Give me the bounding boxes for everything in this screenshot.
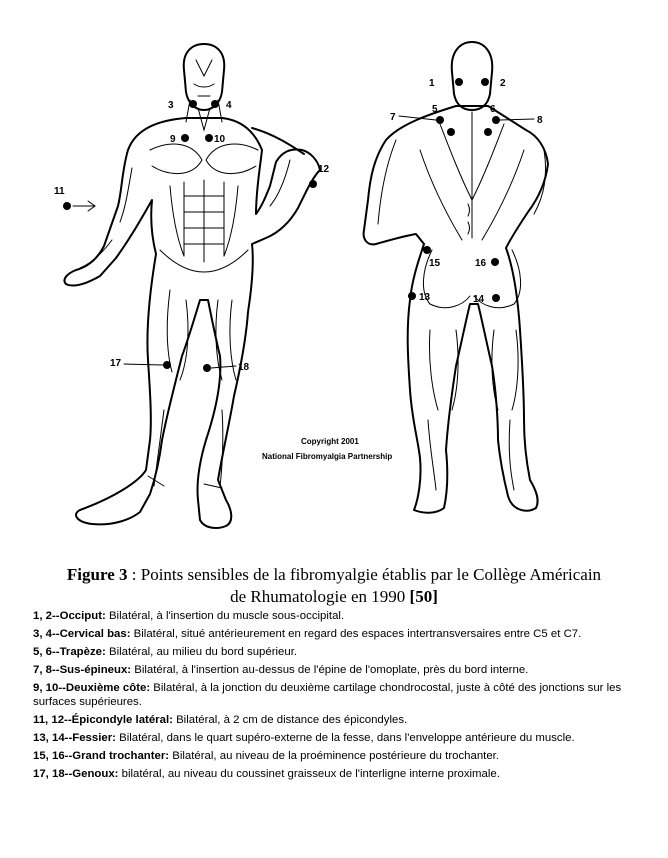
point-label-3: 3 [168, 100, 174, 111]
point-label-7: 7 [390, 112, 396, 123]
legend-item [33, 767, 643, 781]
point-label-13: 13 [419, 292, 431, 303]
legend-item [33, 645, 643, 659]
legend-item [33, 609, 643, 623]
caption-text: : Points sensibles de la fibromyalgie établis par le Collège Américain [127, 565, 602, 584]
caption-text-line-2: de Rhumatologie en 1990 [230, 587, 410, 606]
point-label-1: 1 [429, 78, 435, 89]
legend-term: 17, 18--Genoux: [33, 768, 119, 780]
legend-desc: Bilatéral, au niveau de la proéminence postérieure du trochanter. [169, 750, 499, 762]
point-label-8: 8 [537, 115, 543, 126]
caption-figure-number: Figure 3 [66, 565, 128, 584]
point-label-14: 14 [473, 294, 485, 305]
point-label-17: 17 [110, 358, 122, 369]
tender-points [63, 78, 500, 372]
legend-item [33, 731, 643, 745]
legend-item [33, 663, 643, 677]
legend-item [33, 681, 643, 709]
point-label-5: 5 [432, 104, 438, 115]
point-label-9: 9 [170, 134, 176, 145]
tender-points-legend [33, 609, 643, 785]
point-label-6: 6 [490, 104, 496, 115]
point-label-16: 16 [475, 258, 487, 269]
legend-term: 7, 8--Sus-épineux: [33, 664, 132, 676]
legend-desc: Bilatéral, à la jonction du deuxième cartilage chondrocostal, juste à côté des jonctions sur les surfaces supérieures. [33, 682, 622, 708]
legend-desc: Bilatéral, à l'insertion du muscle sous-occipital. [105, 610, 345, 622]
legend-term: 1, 2--Occiput: [33, 610, 106, 622]
point-label-10: 10 [214, 134, 226, 145]
legend-item [33, 749, 643, 763]
caption-reference: [50] [409, 587, 438, 606]
copyright-line-2: National Fibromyalgia Partnership [262, 452, 393, 461]
point-label-2: 2 [500, 78, 506, 89]
copyright-line-1: Copyright 2001 [301, 437, 359, 446]
legend-term: 15, 16--Grand trochanter: [33, 750, 170, 762]
legend-term: 5, 6--Trapèze: [33, 646, 106, 658]
legend-item [33, 713, 643, 727]
legend-desc: Bilatéral, situé antérieurement en regard des espaces intertransversaires entre C5 et C7. [130, 628, 582, 640]
legend-term: 11, 12--Épicondyle latéral: [33, 714, 173, 726]
point-label-12: 12 [318, 164, 330, 175]
legend-desc: Bilatéral, à 2 cm de distance des épicondyles. [172, 714, 408, 726]
legend-item [33, 627, 643, 641]
legend-desc: Bilatéral, dans le quart supéro-externe de la fesse, dans l'enveloppe antérieure du muscle. [115, 732, 575, 744]
legend-desc: bilatéral, au niveau du coussinet graisseux de l'interligne interne proximale. [118, 768, 500, 780]
figure-caption [20, 564, 648, 608]
legend-desc: Bilatéral, à l'insertion au-dessus de l'épine de l'omoplate, près du bord interne. [131, 664, 529, 676]
legend-desc: Bilatéral, au milieu du bord supérieur. [105, 646, 298, 658]
legend-term: 9, 10--Deuxième côte: [33, 682, 151, 694]
point-label-18: 18 [238, 362, 250, 373]
point-label-11: 11 [54, 186, 65, 197]
legend-term: 3, 4--Cervical bas: [33, 628, 131, 640]
point-label-15: 15 [429, 258, 441, 269]
legend-term: 13, 14--Fessier: [33, 732, 116, 744]
point-label-4: 4 [226, 100, 232, 111]
